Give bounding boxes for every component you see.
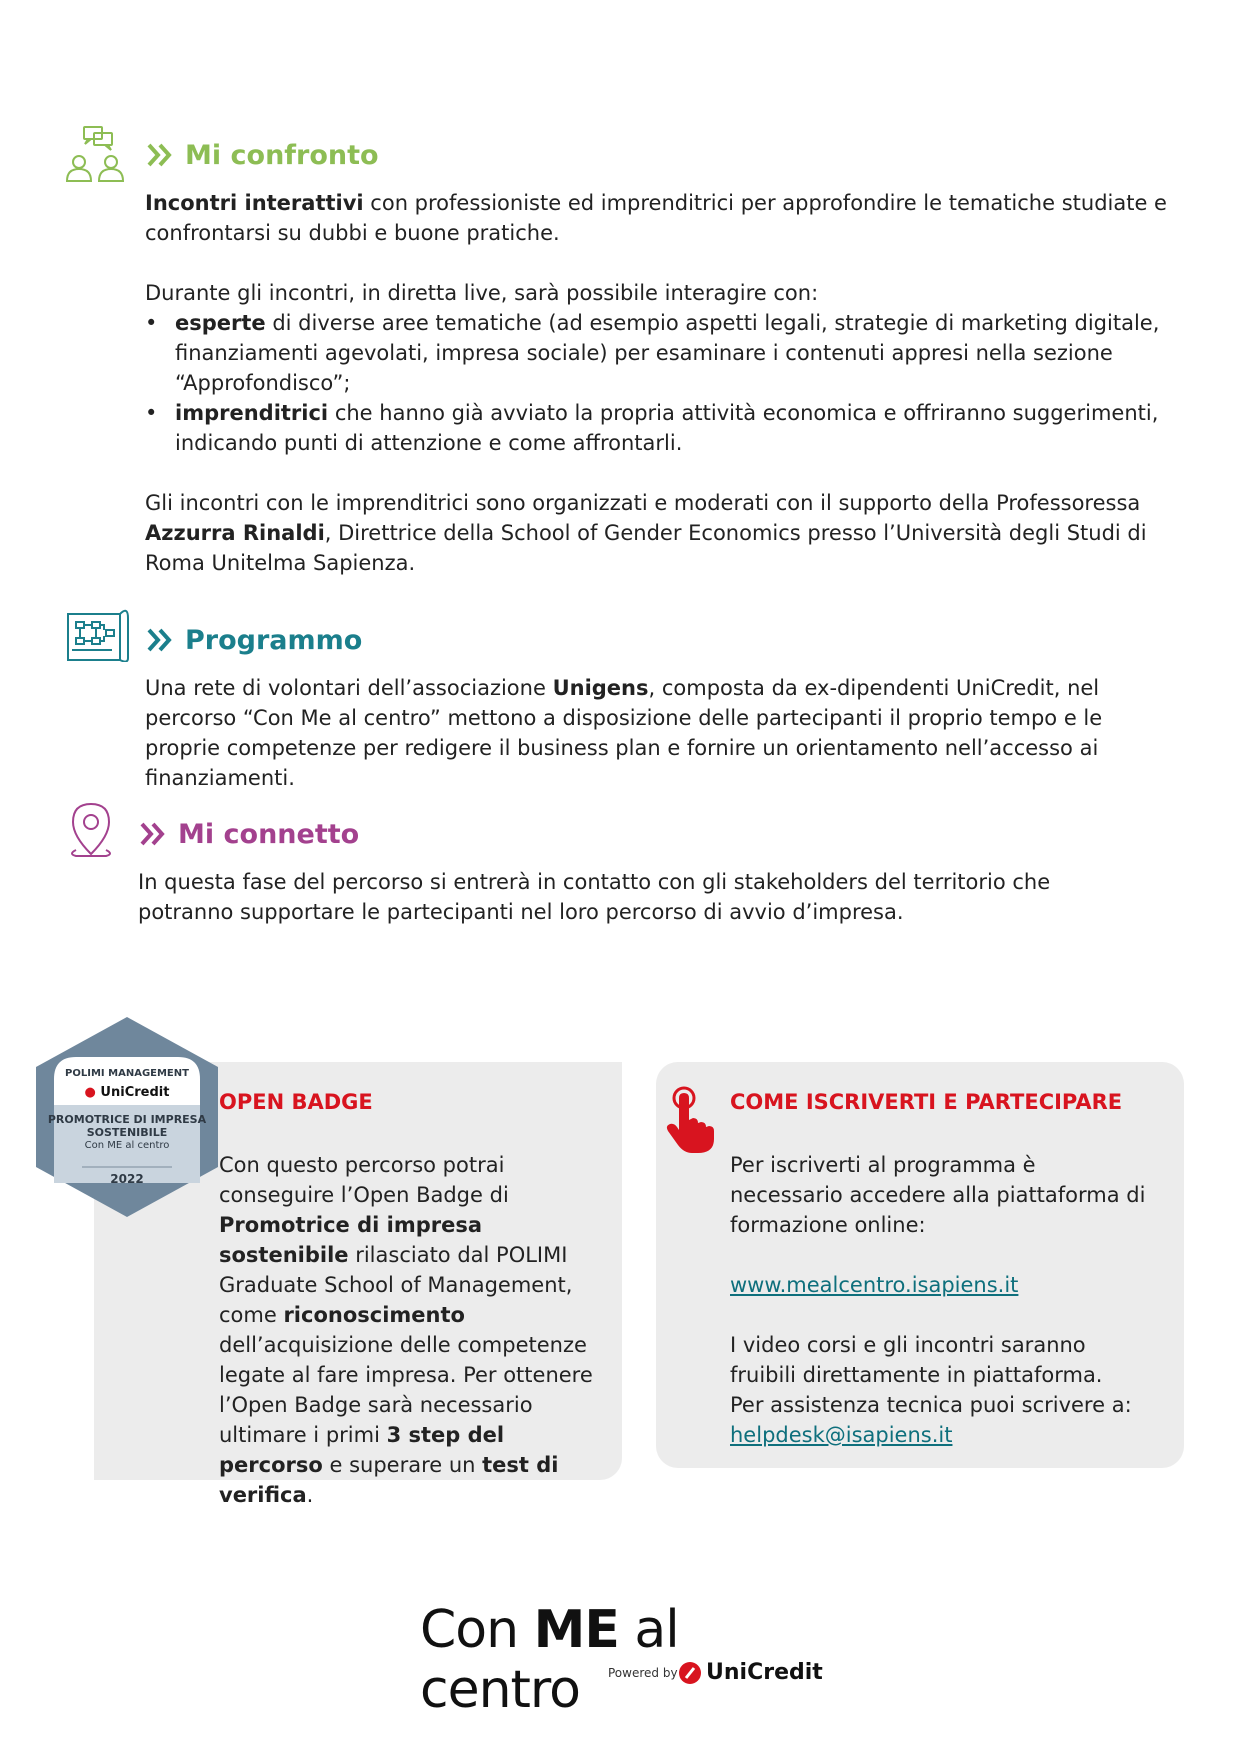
brand-al-centro: al centro — [420, 1600, 679, 1720]
text: , Direttrice della School of Gender Economics presso l’Università degli Studi di Roma Unitelma Sapienza. — [145, 521, 1147, 575]
bold-text: 3 step del percorso — [219, 1423, 505, 1477]
paragraph: Durante gli incontri, in diretta live, sarà possibile interagire con: — [145, 281, 819, 305]
powered-by: Powered by — [608, 1666, 678, 1680]
text: Con questo percorso potrai conseguire l’Open Badge di — [219, 1153, 509, 1207]
brand-me: ME — [533, 1600, 619, 1660]
bold-text: riconoscimento — [283, 1303, 465, 1327]
paragraph: I video corsi e gli incontri saranno fruibili direttamente in piattaforma. — [730, 1333, 1103, 1387]
bold-text: Incontri interattivi — [145, 191, 364, 215]
badge-polimi — [34, 1068, 220, 1079]
list-item — [145, 308, 1175, 398]
double-chevron-icon — [145, 140, 175, 170]
open-badge-title: OPEN BADGE — [219, 1090, 373, 1114]
text: dell’acquisizione delle competenze legate al fare impresa. Per ottenere l’Open Badge sarà necessario ultimare i primi — [219, 1333, 593, 1447]
pointing-hand-icon — [662, 1086, 718, 1154]
section-title — [138, 814, 359, 854]
badge-line3: Con ME al centro — [84, 1140, 170, 1151]
unicredit-logo — [678, 1660, 823, 1685]
text: . — [306, 1483, 314, 1507]
badge-line2: SOSTENIBILE — [86, 1126, 168, 1139]
paragraph — [145, 488, 1175, 578]
platform-link[interactable]: www.mealcentro.isapiens.it — [730, 1273, 1019, 1297]
list-item — [145, 398, 1175, 458]
section-title — [145, 135, 379, 175]
paragraph — [730, 1420, 1150, 1450]
text: rilasciato dal POLIMI Graduate School of Management, come — [219, 1243, 573, 1327]
helpdesk-email-link[interactable]: helpdesk@isapiens.it — [730, 1423, 953, 1447]
section-body — [145, 673, 1145, 793]
badge-unicredit: ● UniCredit — [84, 1085, 170, 1100]
paragraph: In questa fase del percorso si entrerà in contatto con gli stakeholders del territorio che potranno supportare le partecipanti nel loro percorso di avvio d’impresa. — [138, 870, 1051, 924]
text: , composta da ex-dipendenti UniCredit, nel percorso “Con Me al centro” mettono a disposizione delle partecipanti il proprio tempo e le proprie competenze per redigere il business plan e fornire un orientamento nell’accesso ai finanziamenti. — [145, 676, 1103, 790]
badge-year: 2022 — [110, 1172, 144, 1186]
section-body — [145, 188, 1175, 578]
double-chevron-icon — [145, 625, 175, 655]
double-chevron-icon — [138, 819, 168, 849]
paragraph — [219, 1150, 604, 1510]
text: Gli incontri con le imprenditrici sono organizzati e moderati con il supporto della Professoressa — [145, 491, 1141, 515]
bold-text: Unigens — [552, 676, 649, 700]
people-chat-icon — [64, 124, 126, 184]
bold-text: Promotrice di impresa sostenibile — [219, 1213, 483, 1267]
badge-management-text: MANAGEMENT — [108, 1068, 189, 1079]
badge-polimi-text: POLIMI — [65, 1068, 105, 1079]
paragraph: Per assistenza tecnica puoi scrivere a: — [730, 1393, 1132, 1417]
section-body — [138, 867, 1098, 927]
iscriviti-text — [730, 1150, 1150, 1450]
section-title-text: Programmo — [185, 624, 363, 656]
text: di diverse aree tematiche (ad esempio aspetti legali, strategie di marketing digitale, finanziamenti agevolati, impresa sociale) per esaminare i contenuti appresi nella sezione “Approfondisco”; — [175, 311, 1160, 395]
paragraph: Per iscriverti al programma è necessario accedere alla piattaforma di formazione online: — [730, 1153, 1146, 1237]
text: che hanno già avviato la propria attività economica e offriranno suggerimenti, indicando punti di attenzione e come affrontarli. — [175, 401, 1159, 455]
badge-line1: PROMOTRICE DI IMPRESA — [47, 1113, 207, 1126]
text: Una rete di volontari dell’associazione — [145, 676, 553, 700]
bold-text: Azzurra Rinaldi — [145, 521, 325, 545]
bullet-list — [145, 308, 1175, 458]
iscriviti-title: COME ISCRIVERTI E PARTECIPARE — [730, 1090, 1123, 1114]
text: e superare un — [322, 1453, 483, 1477]
bold-text: imprenditrici — [175, 401, 329, 425]
paragraph — [145, 673, 1145, 793]
unicredit-logo-icon — [678, 1661, 702, 1685]
unicredit-logo-text: UniCredit — [706, 1660, 823, 1685]
paragraph — [730, 1270, 1150, 1300]
brand-con: Con — [420, 1600, 534, 1660]
text: con professioniste ed imprenditrici per approfondire le tematiche studiate e confrontarsi su dubbi e buone pratiche. — [145, 191, 1167, 245]
open-badge-text — [219, 1150, 604, 1510]
flowchart-board-icon — [66, 604, 130, 662]
location-pin-icon — [66, 800, 116, 860]
section-title — [145, 620, 362, 660]
section-title-text: Mi connetto — [178, 818, 360, 850]
badge-unicredit-text: UniCredit — [100, 1085, 170, 1100]
section-title-text: Mi confronto — [185, 139, 379, 171]
paragraph — [145, 188, 1175, 248]
bold-text: esperte — [175, 311, 266, 335]
bold-text: test di verifica — [219, 1453, 559, 1507]
